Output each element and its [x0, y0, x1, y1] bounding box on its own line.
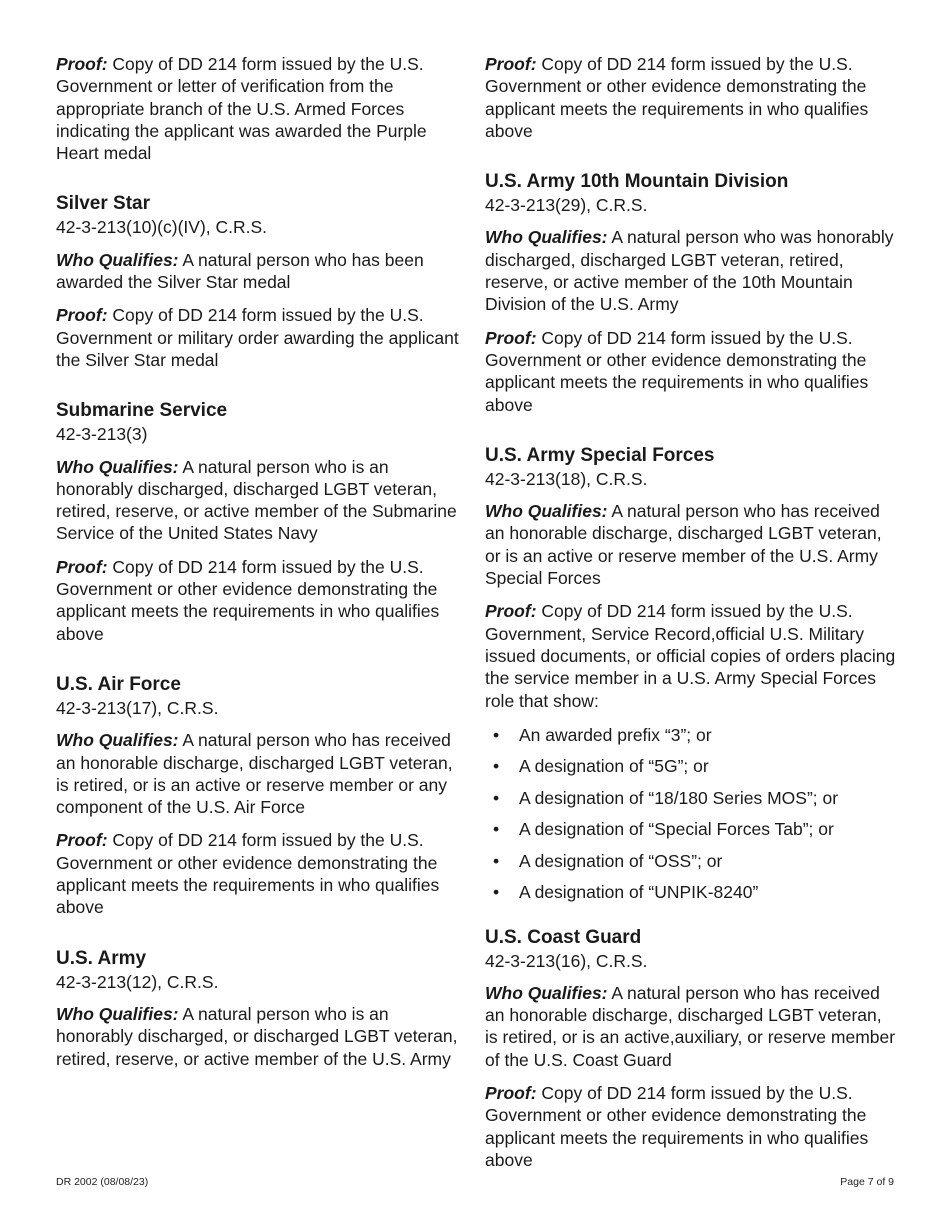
section-us-army — [56, 947, 468, 1070]
statute-reference: 42-3-213(16), C.R.S. — [485, 950, 648, 971]
bullet-icon: • — [493, 787, 500, 808]
list-item: • A designation of “Special Forces Tab”; or — [493, 819, 834, 840]
designation-list — [485, 724, 897, 904]
form-id: DR 2002 (08/08/23) — [56, 1176, 149, 1188]
section-submarine-service — [56, 399, 468, 645]
who-qualifies: Who Qualifies: A natural person who was honorably discharged, discharged LGBT veteran, retired, reserve, or active member of the 10th Mountain Division of the U.S. Army — [485, 227, 894, 315]
bullet-icon: • — [493, 756, 500, 777]
bullet-icon: • — [493, 724, 500, 745]
who-qualifies: Who Qualifies: A natural person who has been awarded the Silver Star medal — [56, 249, 424, 293]
section-heading: U.S. Coast Guard — [485, 926, 642, 948]
who-qualifies: Who Qualifies: A natural person who has received an honorable discharge, discharged LGBT veteran, is retired, or is an active,auxiliary, or reserve member of the U.S. Coast Guard — [485, 982, 896, 1070]
statute-reference: 42-3-213(18), C.R.S. — [485, 468, 648, 489]
proof: Proof: Copy of DD 214 form issued by the U.S. Government or other evidence demonstrating the applicant meets the requirements in who qualifies above — [485, 1083, 869, 1170]
list-item: • A designation of “OSS”; or — [493, 850, 723, 871]
right-column — [485, 53, 897, 1182]
section-heading: U.S. Army Special Forces — [485, 444, 715, 466]
section-heading: U.S. Army — [56, 947, 147, 969]
list-item: • A designation of “5G”; or — [493, 756, 709, 777]
who-qualifies: Who Qualifies: A natural person who has received an honorable discharge, discharged LGBT veteran, is retired, or is an active or reserve member or any component of the U.S. Air Force — [56, 730, 453, 818]
purple-heart-proof: Proof: Copy of DD 214 form issued by the U.S. Government or letter of verification from the appropriate branch of the U.S. Armed Forces indicating the applicant was awarded the Purple Heart medal — [56, 54, 427, 164]
who-qualifies: Who Qualifies: A natural person who is an honorably discharged, or discharged LGBT veteran, retired, reserve, or active member of the U.S. Army — [56, 1003, 458, 1069]
section-silver-star — [56, 192, 468, 371]
continued-proof: Proof: Copy of DD 214 form issued by the U.S. Government or other evidence demonstrating the applicant meets the requirements in who qualifies above — [485, 54, 869, 141]
section-heading: Silver Star — [56, 193, 150, 215]
proof: Proof: Copy of DD 214 form issued by the U.S. Government, Service Record,official U.S. Military issued documents, or official copies of orders placing the service member in a U.S. Army Special Forces role that show: — [485, 601, 896, 711]
proof: Proof: Copy of DD 214 form issued by the U.S. Government or military order awarding the applicant the Silver Star medal — [56, 305, 459, 370]
proof-label: Proof: — [56, 54, 108, 74]
bullet-icon: • — [493, 819, 500, 840]
proof: Proof: Copy of DD 214 form issued by the U.S. Government or other evidence demonstrating the applicant meets the requirements in who qualifies above — [485, 327, 869, 415]
left-column — [56, 53, 468, 1081]
list-item: • An awarded prefix “3”; or — [493, 724, 712, 745]
section-army-special-forces — [485, 444, 897, 904]
section-heading: U.S. Air Force — [56, 673, 181, 695]
proof: Proof: Copy of DD 214 form issued by the U.S. Government or other evidence demonstrating the applicant meets the requirements in who qualifies above — [56, 830, 440, 918]
bullet-icon: • — [493, 850, 500, 871]
section-heading: U.S. Army 10th Mountain Division — [485, 171, 789, 193]
statute-reference: 42-3-213(17), C.R.S. — [56, 697, 219, 718]
section-10th-mountain-division — [485, 170, 897, 416]
who-qualifies: Who Qualifies: A natural person who has received an honorable discharge, discharged LGBT veteran, or is an active or reserve member of the U.S. Army Special Forces — [485, 501, 882, 589]
who-qualifies: Who Qualifies: A natural person who is an honorably discharged, discharged LGBT veteran, retired, reserve, or active member of the Submarine Service of the United States Navy — [56, 456, 457, 544]
statute-reference: 42-3-213(3) — [56, 424, 148, 445]
statute-reference: 42-3-213(29), C.R.S. — [485, 195, 648, 216]
statute-reference: 42-3-213(10)(c)(IV), C.R.S. — [56, 217, 268, 238]
proof: Proof: Copy of DD 214 form issued by the U.S. Government or other evidence demonstrating the applicant meets the requirements in who qualifies above — [56, 556, 440, 644]
section-us-air-force — [56, 673, 468, 919]
section-heading: Submarine Service — [56, 400, 228, 422]
bullet-icon: • — [493, 882, 500, 903]
statute-reference: 42-3-213(12), C.R.S. — [56, 971, 219, 992]
list-item: • A designation of “UNPIK-8240” — [493, 882, 759, 903]
proof-label: Proof: — [485, 54, 537, 74]
page-number: Page 7 of 9 — [840, 1176, 894, 1188]
section-us-coast-guard — [485, 926, 897, 1172]
list-item: • A designation of “18/180 Series MOS”; or — [493, 787, 839, 808]
